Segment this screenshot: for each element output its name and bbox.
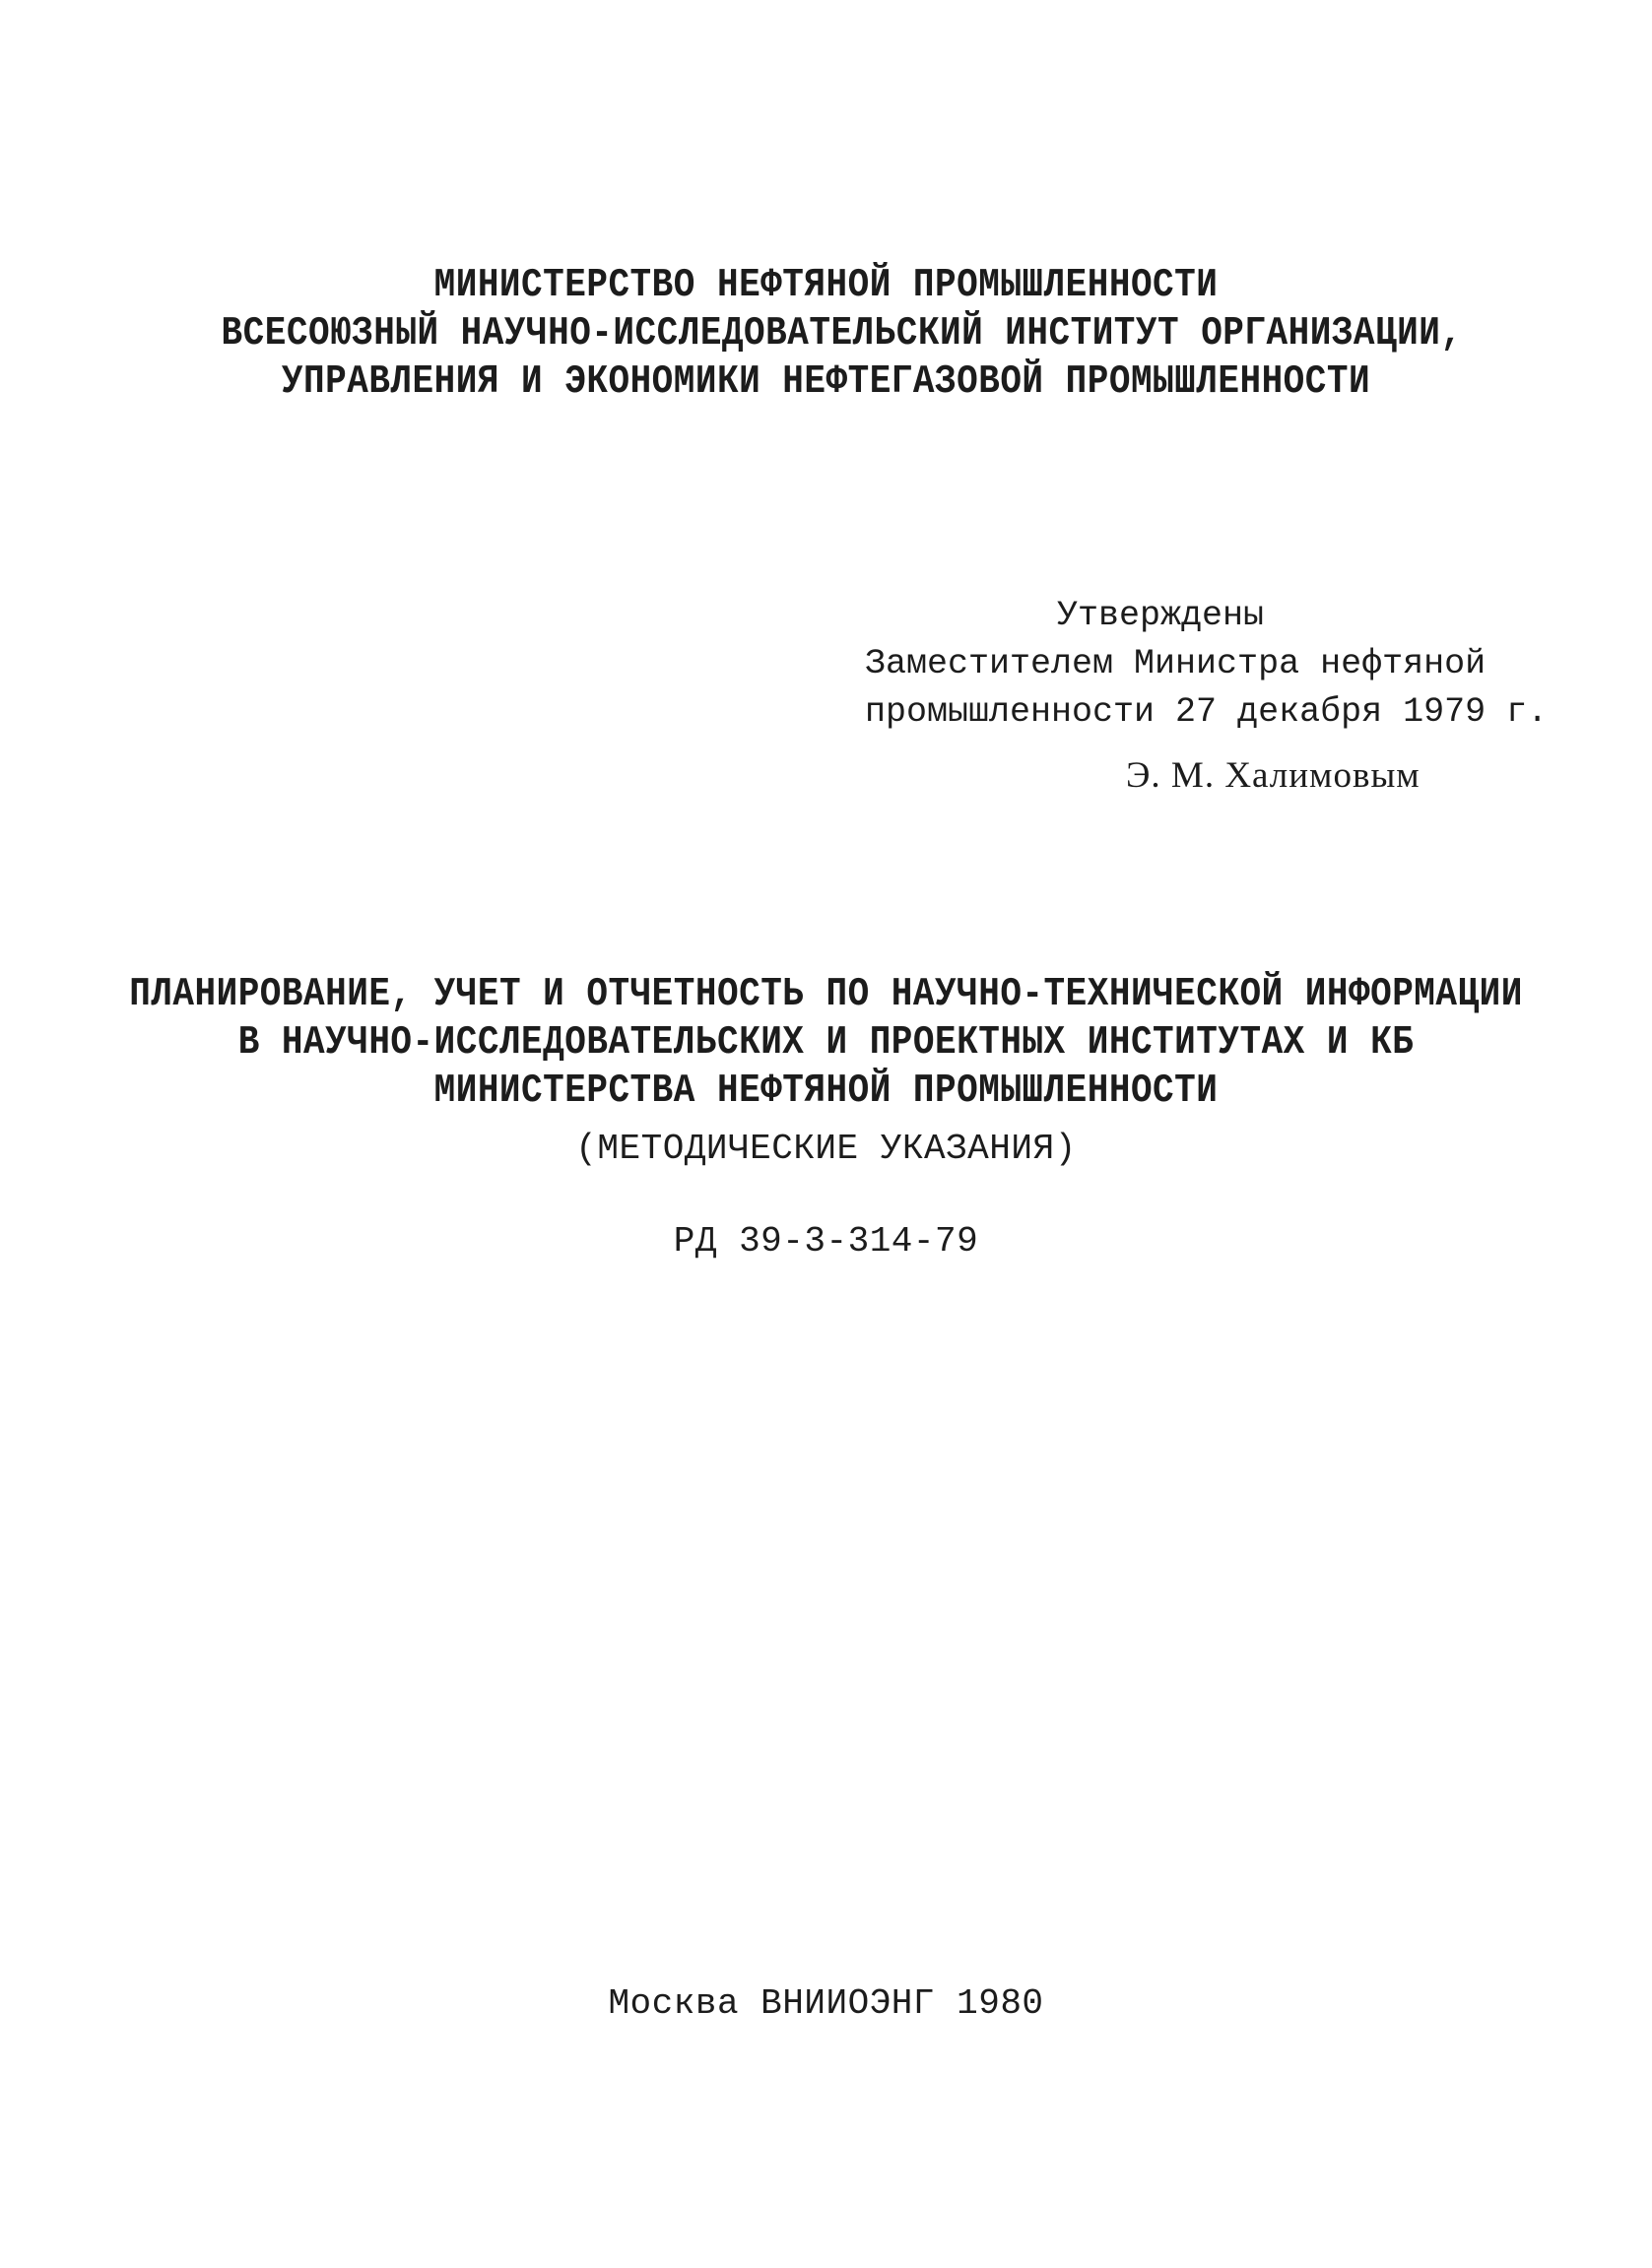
- approval-date: промышленности 27 декабря 1979 г.: [865, 692, 1549, 732]
- institute-heading-line2: УПРАВЛЕНИЯ И ЭКОНОМИКИ НЕФТЕГАЗОВОЙ ПРОМЫШЛЕННОСТИ: [281, 358, 1371, 405]
- document-code: РД 39-3-314-79: [673, 1221, 979, 1262]
- title-line1: ПЛАНИРОВАНИЕ, УЧЕТ И ОТЧЕТНОСТЬ ПО НАУЧНО-ТЕХНИЧЕСКОЙ ИНФОРМАЦИИ: [129, 971, 1523, 1017]
- approval-status: Утверждены: [1057, 596, 1265, 635]
- document-subtitle: (МЕТОДИЧЕСКИЕ УКАЗАНИЯ): [575, 1129, 1077, 1169]
- approval-signer: Э. М. Халимовым: [1126, 755, 1421, 796]
- approval-authority: Заместителем Министра нефтяной: [865, 644, 1487, 683]
- title-line2: В НАУЧНО-ИССЛЕДОВАТЕЛЬСКИХ И ПРОЕКТНЫХ ИНСТИТУТАХ И КБ: [237, 1019, 1415, 1066]
- institute-heading-line1: ВСЕСОЮЗНЫЙ НАУЧНО-ИССЛЕДОВАТЕЛЬСКИЙ ИНСТИТУТ ОРГАНИЗАЦИИ,: [221, 310, 1463, 356]
- title-line3: МИНИСТЕРСТВА НЕФТЯНОЙ ПРОМЫШЛЕННОСТИ: [433, 1068, 1219, 1114]
- ministry-heading: МИНИСТЕРСТВО НЕФТЯНОЙ ПРОМЫШЛЕННОСТИ: [433, 262, 1219, 308]
- publication-imprint: Москва ВНИИОЭНГ 1980: [608, 1983, 1044, 2024]
